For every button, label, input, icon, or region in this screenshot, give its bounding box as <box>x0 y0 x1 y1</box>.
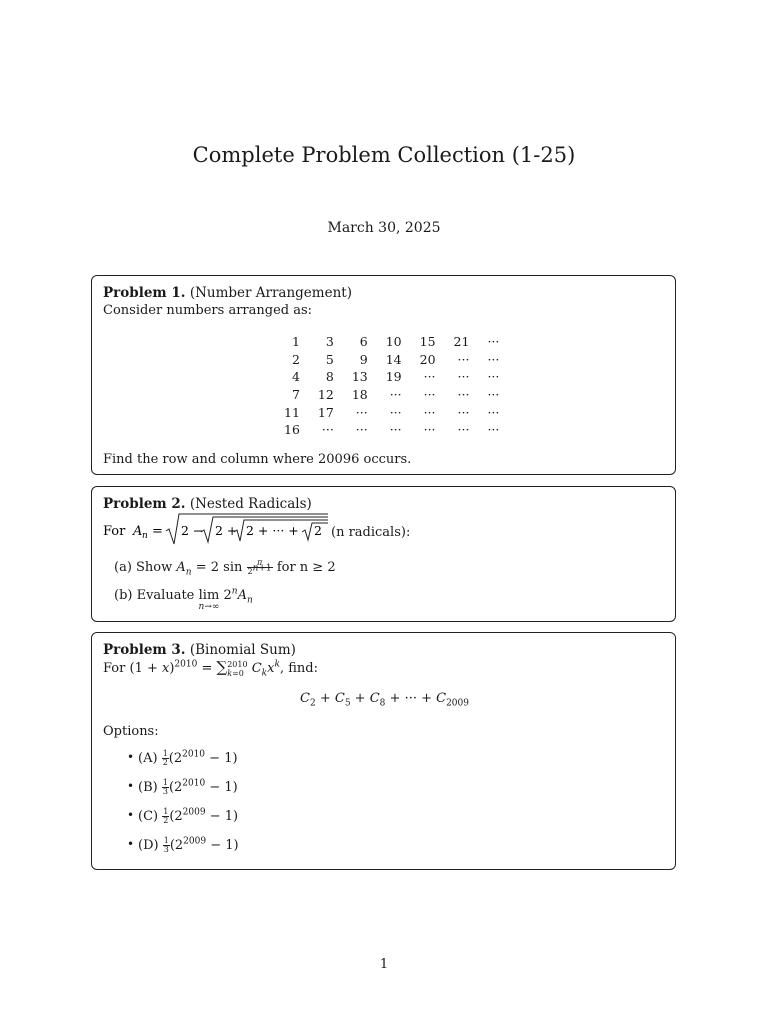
option-item: (B) $\frac{1}{3}$ $(2^{2010} - 1)$ <box>138 778 238 796</box>
grid-cell: 5 <box>325 351 334 367</box>
radical-term-3: 2 + ··· + <box>246 523 299 538</box>
a-n-symbol: A <box>133 524 143 539</box>
option-letter: (B) <box>138 780 158 795</box>
grid-cell: 15 <box>419 334 436 350</box>
problem-1-topic: (Number Arrangement) <box>189 285 352 301</box>
a-n-subscript: n <box>142 531 148 541</box>
grid-cell: ··· <box>389 387 402 403</box>
problem-3-label: Problem 3. <box>103 642 186 658</box>
bullet-icon: • <box>127 837 135 851</box>
grid-cell: ··· <box>355 404 368 420</box>
grid-cell: 17 <box>317 404 334 420</box>
option-item: (C) $\frac{1}{2}$ $(2^{2009} - 1)$ <box>138 807 239 825</box>
document-title: Complete Problem Collection (1-25) <box>192 143 576 167</box>
problem-2-topic: (Nested Radicals) <box>189 496 312 512</box>
problem-1-intro: Consider numbers arranged as: <box>103 303 313 318</box>
bullet-icon: • <box>127 779 135 793</box>
grid-cell: 6 <box>359 334 368 350</box>
grid-cell: 11 <box>284 404 300 420</box>
option-exponent: 2010 <box>182 778 206 789</box>
problem-1-question: Find the row and column where 20096 occurs. <box>103 452 412 467</box>
grid-cell: ··· <box>457 369 470 385</box>
problem-2-definition <box>103 513 663 547</box>
grid-cell: 3 <box>325 334 334 350</box>
problem-3-find: , find: <box>279 661 318 676</box>
problem-2-part-a: (a) Show $A_n = 2$ sin $\frac{\pi}{2^{n+1}}$ for n ≥ 2 <box>114 558 336 578</box>
grid-cell: ··· <box>487 351 500 367</box>
grid-cell: ··· <box>457 351 470 367</box>
bullet-icon: • <box>127 808 135 822</box>
problem-1-heading <box>103 285 664 302</box>
grid-cell: 2 <box>291 351 300 367</box>
equals-sign: = <box>152 524 163 539</box>
problem-3-heading <box>103 642 664 659</box>
page-number: 1 <box>379 957 389 972</box>
radical-term-1: 2 − <box>181 523 204 538</box>
grid-row <box>284 351 499 369</box>
grid-cell: ··· <box>389 404 402 420</box>
grid-cell: ··· <box>423 369 436 385</box>
grid-cell: ··· <box>457 422 470 438</box>
option-item: (D) $\frac{1}{3}$ $(2^{2009} - 1)$ <box>138 836 239 854</box>
option-letter: (C) <box>138 809 159 824</box>
grid-cell: ··· <box>487 334 500 350</box>
option-exponent: 2010 <box>182 749 206 760</box>
grid-cell: ··· <box>389 422 402 438</box>
number-arrangement-grid <box>284 333 499 439</box>
radical-term-4: 2 <box>314 523 322 538</box>
option-item: (A) $\frac{1}{2}$ $(2^{2010} - 1)$ <box>138 749 238 767</box>
document-date: March 30, 2025 <box>327 220 441 236</box>
radicals-note: (n radicals): <box>331 525 411 540</box>
grid-cell: ··· <box>321 422 334 438</box>
option-letter: (A) <box>138 751 158 766</box>
grid-row <box>284 333 499 351</box>
grid-cell: 21 <box>453 334 470 350</box>
grid-cell: ··· <box>487 369 500 385</box>
option-fraction: $\frac{1}{2}$ <box>162 749 168 767</box>
bullet-icon: • <box>127 750 135 764</box>
grid-cell: ··· <box>487 387 500 403</box>
grid-cell: ··· <box>457 387 470 403</box>
grid-cell: 14 <box>385 351 402 367</box>
pi-over-2n1-fraction: $\frac{\pi}{2^{n+1}}$ <box>247 558 272 576</box>
part-b-label: (b) Evaluate <box>114 588 195 603</box>
grid-cell: 10 <box>385 334 402 350</box>
grid-row <box>284 386 499 404</box>
option-exponent: 2009 <box>183 836 207 847</box>
problem-2-heading <box>103 496 664 513</box>
options-label: Options: <box>103 724 159 739</box>
limit-operator: lim n→∞ <box>198 588 220 612</box>
grid-row <box>284 368 499 386</box>
grid-cell: 7 <box>291 387 300 403</box>
problem-2-part-b: (b) Evaluate lim n→∞ $2^nA_n$ <box>114 586 253 612</box>
grid-cell: 13 <box>351 369 368 385</box>
grid-cell: 19 <box>385 369 402 385</box>
grid-cell: 18 <box>351 387 368 403</box>
grid-cell: 8 <box>325 369 334 385</box>
grid-row <box>284 421 499 439</box>
grid-cell: 16 <box>284 422 300 438</box>
problem-1-label: Problem 1. <box>103 285 186 301</box>
grid-cell: ··· <box>457 404 470 420</box>
option-exponent: 2009 <box>182 807 206 818</box>
problem-3-box <box>91 632 676 870</box>
grid-cell: ··· <box>423 404 436 420</box>
problem-1-box <box>91 275 676 475</box>
problem-2-box <box>91 486 676 622</box>
problem-3-sum-expression: $C_2 + C_5 + C_8$ + ··· + $C_{2009}$ <box>300 691 469 709</box>
problem-3-intro: For <box>103 661 126 676</box>
option-fraction: $\frac{1}{3}$ <box>162 778 168 796</box>
grid-cell: 20 <box>419 351 436 367</box>
grid-cell: ··· <box>355 422 368 438</box>
grid-cell: ··· <box>487 422 500 438</box>
grid-cell: 4 <box>291 369 300 385</box>
grid-cell: ··· <box>423 422 436 438</box>
grid-cell: ··· <box>423 387 436 403</box>
grid-row <box>284 403 499 421</box>
problem-3-intro-line: For $(1 + x)^{2010} = \sum 2010$ k=0 $C_kx^k$, find: <box>103 658 318 679</box>
problem-2-label: Problem 2. <box>103 496 186 512</box>
option-fraction: $\frac{1}{2}$ <box>163 807 169 825</box>
option-fraction: $\frac{1}{3}$ <box>163 836 169 854</box>
problem-3-topic: (Binomial Sum) <box>189 642 296 658</box>
grid-cell: 12 <box>317 387 334 403</box>
option-letter: (D) <box>138 838 159 853</box>
problem-2-intro: For <box>103 524 126 539</box>
part-a-label: (a) Show <box>114 560 173 575</box>
grid-cell: ··· <box>487 404 500 420</box>
radical-term-2: 2 + <box>215 523 238 538</box>
grid-cell: 1 <box>291 334 300 350</box>
grid-cell: 9 <box>359 351 368 367</box>
part-a-condition: for n ≥ 2 <box>276 560 336 575</box>
